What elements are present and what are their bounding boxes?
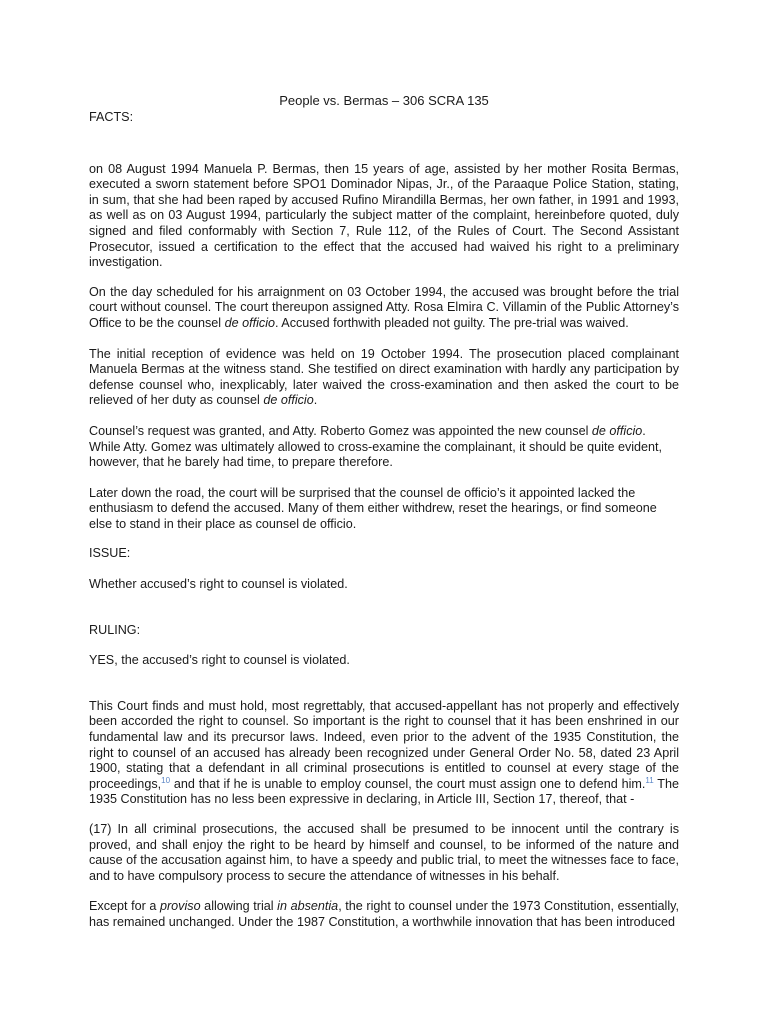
footnote-reference[interactable]: 11 [645, 775, 654, 785]
ruling-answer: YES, the accused’s right to counsel is violated. [89, 653, 350, 668]
latin-term: in absentia [277, 899, 339, 914]
issue-heading: ISSUE: [89, 546, 131, 561]
ruling-paragraph-2: (17) In all criminal prosecutions, the accused shall be presumed to be innocent until the contrary is proved, and shall enjoy the right to be heard by himself and counsel, to be informed of the nature and cause of the accusation against him, to have a speedy and public trial, to meet the witnesses face to face, and to have compulsory process to secure the attendance of witnesses in his behalf. [89, 822, 679, 883]
latin-term: de officio [263, 393, 314, 408]
latin-term: de officio [591, 423, 643, 438]
facts-paragraph-5: Later down the road, the court will be surprised that the counsel de officio’s it appointed lacked the enthusiasm to defend the accused. Many of them either withdrew, reset the hearings, or find someone else to stand in their place as counsel de officio. [89, 485, 657, 531]
latin-term: proviso [159, 899, 201, 914]
ruling-paragraph-3: Except for a proviso allowing trial in absentia, the right to counsel under the 1973 Constitution, essentially, has remained unchanged. Under the 1987 Constitution, a worthwhile innovation that has been introduced [89, 899, 680, 929]
facts-paragraph-2: On the day scheduled for his arraignment on 03 October 1994, the accused was brought before the trial court without counsel. The court thereupon assigned Atty. Rosa Elmira C. Villamin of the Public Attorney’s Office to be the counsel de officio. Accused forthwith pleaded not guilty. The pre-trial was waived. [89, 284, 679, 330]
issue-text: Whether accused’s right to counsel is violated. [89, 577, 348, 592]
facts-paragraph-1: on 08 August 1994 Manuela P. Bermas, then 15 years of age, assisted by her mother Rosita Bermas, executed a sworn statement before SPO1 Dominador Nipas, Jr., of the Paraaque Police Station, stating, in sum, that she had been raped by accused Rufino Mirandilla Bermas, her own father, in 1991 and 1993, as well as on 03 August 1994, particularly the subject matter of the complaint, hereinbefore quoted, duly signed and filed conformably with Section 7, Rule 112, of the Rules of Court. The Second Assistant Prosecutor, issued a certification to the effect that the accused had waived his right to a preliminary investigation. [89, 161, 679, 270]
document-body [89, 107, 679, 931]
footnote-reference[interactable]: 10 [161, 775, 171, 785]
document-title: People vs. Bermas – 306 SCRA 135 [279, 93, 489, 108]
ruling-paragraph-1: This Court finds and must hold, most regrettably, that accused-appellant has not properly and effectively been accorded the right to counsel. So important is the right to counsel that it has been enshrined in our fundamental law and its precursor laws. Indeed, even prior to the advent of the 1935 Constitution, the right to counsel of an accused has already been recognized under General Order No. 58, dated 23 April 1900, stating that a defendant in all criminal prosecutions is entitled to counsel at every stage of the proceedings,$^{10}$ and that if he is unable to employ counsel, the court must assign one to defend him.$^{11}$ The 1935 Constitution has no less been expressive in declaring, in Article III, Section 17, thereof, that - [89, 698, 679, 807]
facts-heading: FACTS: [89, 110, 134, 124]
ruling-heading: RULING: [89, 622, 141, 637]
facts-paragraph-4: Counsel’s request was granted, and Atty. Roberto Gomez was appointed the new counsel de officio. While Atty. Gomez was ultimately allowed to cross-examine the complainant, it should be quite evident, however, that he barely had time, to prepare therefore. [89, 423, 663, 470]
latin-term: de officio [224, 315, 275, 330]
facts-paragraph-3: The initial reception of evidence was held on 19 October 1994. The prosecution placed complainant Manuela Bermas at the witness stand. She testified on direct examination with hardly any participation by defense counsel who, inexplicably, later waived the cross-examination and then asked the court to be relieved of her duty as counsel de officio. [89, 346, 679, 408]
